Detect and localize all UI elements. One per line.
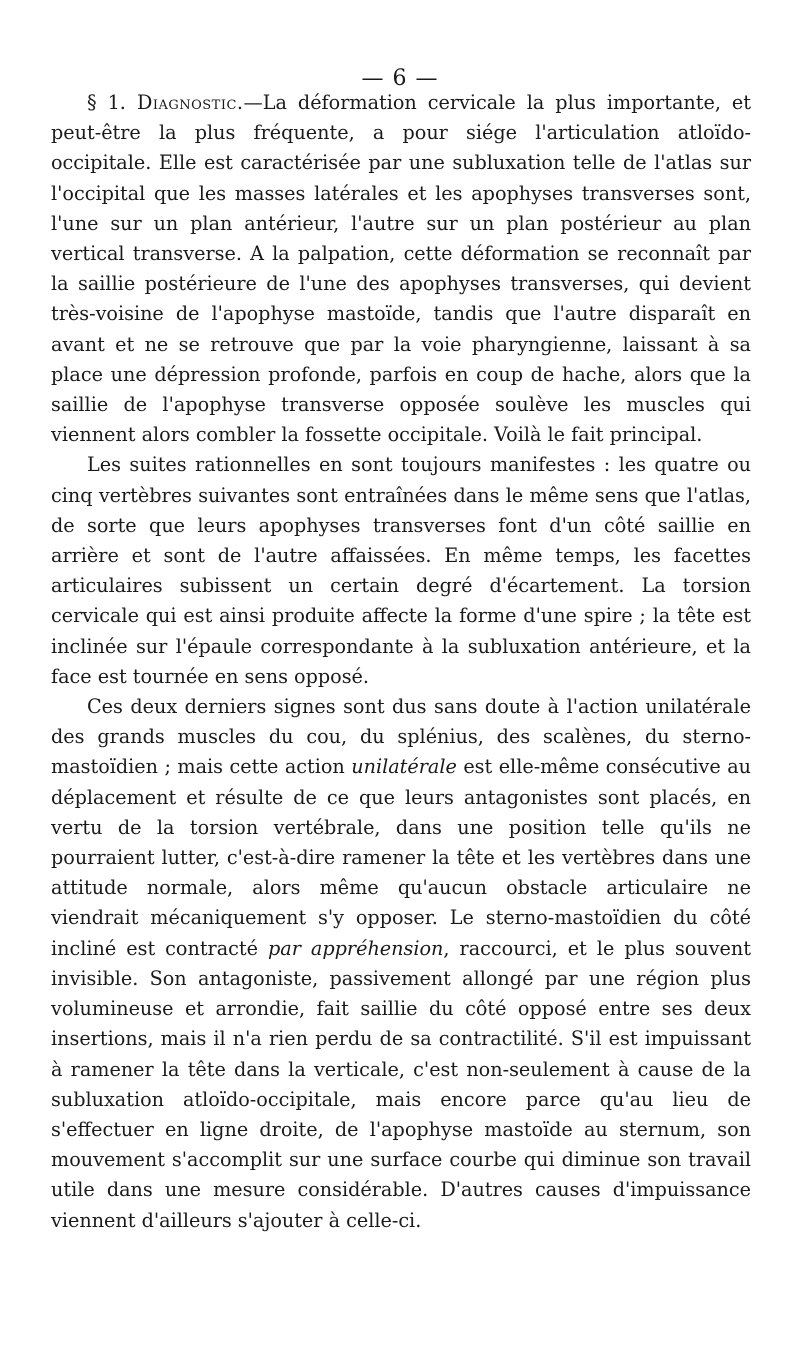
section-dash: — [243, 91, 263, 114]
paragraph-2: Les suites rationnelles en sont toujours manifestes : les quatre ou cinq vertèbres suivantes sont entraînées dans le même sens que l'atlas, de sorte que leurs apophyses transverses font d'un côté saillie en arrière et sont de l'autre affaissées. En même temps, les facettes articulaires subissent un certain degré d'écartement. La torsion cervicale qui est ainsi produite affecte la forme d'une spire ; la tête est inclinée sur l'épaule correspondante à la subluxation antérieure, et la face est tournée en sens opposé. [51, 453, 751, 688]
italic-unilaterale: unilatérale [351, 755, 457, 779]
paragraph-diagnostic [51, 88, 751, 450]
section-heading: Diagnostic. [136, 91, 244, 114]
paragraph-3-part-3: , raccourci, et le plus souvent invisible. Son antagoniste, passivement allongé par une région plus volumineuse et arrondie, fait saillie du côté opposé entre ses deux insertions, mais il n'a rien perdu de sa contractilité. S'il est impuissant à ramener la tête dans la verticale, c'est non-seulement à cause de la subluxation atloïdo-occipitale, mais encore parce qu'au lieu de s'effectuer en ligne droite, de l'apophyse mastoïde au sternum, son mouvement s'accomplit sur une surface courbe qui diminue son travail utile dans une mesure considérable. D'autres causes d'impuissance viennent d'ailleurs s'ajouter à celle-ci. [51, 936, 751, 1232]
paragraph-3-part-2: est elle-même consécutive au déplacement et résulte de ce que leurs antagonistes sont placés, en vertu de la torsion vertébrale, dans une position telle qu'ils ne pourraient lutter, c'est-à-dire ramener la tête et les vertèbres dans une attitude normale, alors même qu'aucun obstacle articulaire ne viendrait mécaniquement s'y opposer. Le sterno-mastoïdien du côté incliné est contracté [51, 755, 751, 960]
paragraph-3 [51, 692, 751, 1236]
section-marker: § 1. [87, 91, 126, 114]
page-number: — 6 — [361, 66, 439, 91]
italic-par-apprehension: par appréhension [268, 936, 444, 960]
paragraph-1-text: La déformation cervicale la plus importante, et peut-être la plus fréquente, a pour siége l'articulation atloïdo-occipitale. Elle est caractérisée par une subluxation telle de l'atlas sur l'occipital que les masses latérales et les apophyses transverses sont, l'une sur un plan antérieur, l'autre sur un plan postérieur au plan vertical transverse. A la palpation, cette déformation se reconnaît par la saillie postérieure de l'une des apophyses transverses, qui devient très-voisine de l'apophyse mastoïde, tandis que l'autre disparaît en avant et ne se retrouve que par la voie pharyngienne, laissant à sa place une dépression profonde, parfois en coup de hache, alors que la saillie de l'apophyse transverse opposée soulève les muscles qui viennent alors combler la fossette occipitale. Voilà le fait principal. [51, 91, 752, 447]
paragraph-3-part-1: Ces deux derniers signes sont dus sans doute à l'action unilatérale des grands muscles du cou, du splénius, des scalènes, du sterno-mastoïdien ; mais cette action [51, 695, 751, 779]
body-text [51, 88, 751, 1236]
